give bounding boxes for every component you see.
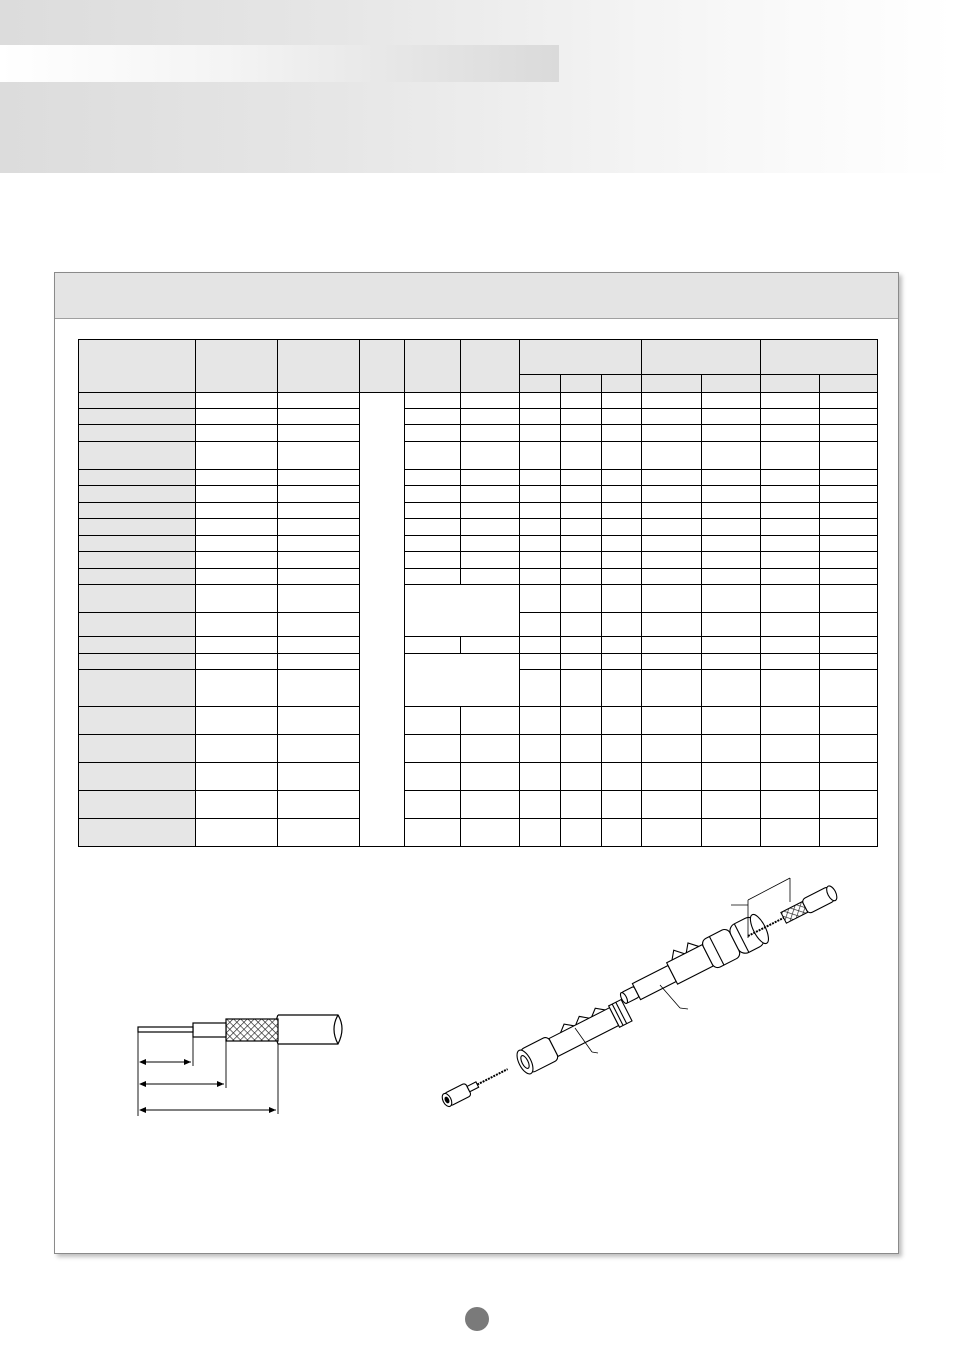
connector-assembly-exploded-view xyxy=(440,878,839,1108)
stripped-coaxial-cable-diagram xyxy=(138,1015,342,1116)
page-number-badge xyxy=(465,1307,489,1331)
